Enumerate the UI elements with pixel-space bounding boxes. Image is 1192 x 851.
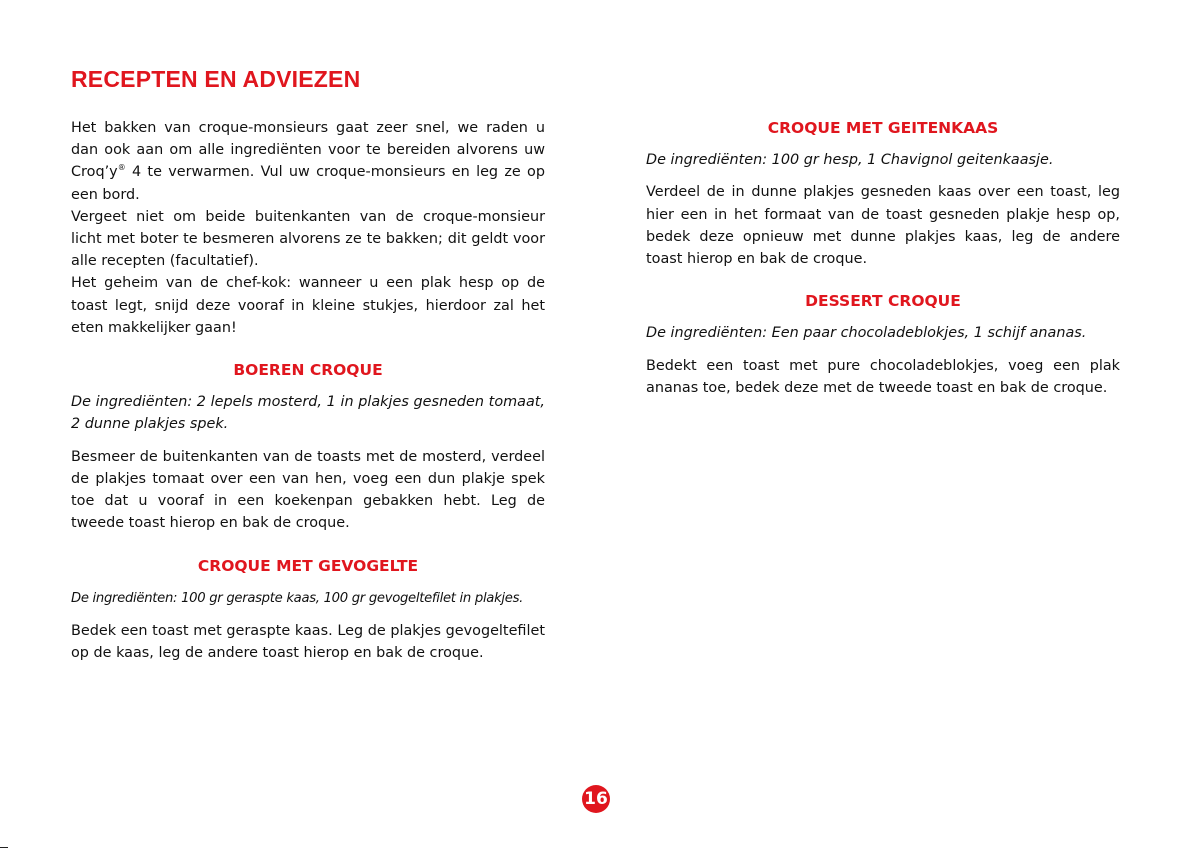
recipe-title-boeren-croque: BOEREN CROQUE	[233, 361, 383, 380]
intro-p1-text-a: Het bakken van croque-monsieurs gaat zeer snel, we raden u dan ook aan om alle ingrediënten voor te bereiden alvorens uw Croq’y	[71, 120, 545, 181]
recipe-instructions-croque-met-geitenkaas: Verdeel de in dunne plakjes gesneden kaas over een toast, leg hier een in het formaat van de toast gesneden plakje hesp op, bedek deze opnieuw met dunne plakjes kaas, leg de andere toast hierop en bak de croque.	[646, 184, 1120, 268]
recipe-ingredients-croque-met-gevogelte: De ingrediënten: 100 gr geraspte kaas, 100 gr gevogeltefilet in plakjes.	[71, 590, 524, 606]
recipe-instructions-croque-met-gevogelte: Bedek een toast met geraspte kaas. Leg de plakjes gevogeltefilet op de kaas, leg de andere toast hierop en bak de croque.	[71, 622, 545, 662]
recipe-title-croque-met-gevogelte: CROQUE MET GEVOGELTE	[197, 557, 419, 576]
registered-mark: ®	[117, 163, 126, 173]
crop-mark	[0, 847, 8, 848]
page-number-badge: 16	[582, 785, 610, 813]
intro-p1-text-b: 4 te verwarmen. Vul uw croque-monsieurs en leg ze op een bord.	[71, 164, 545, 203]
recipe-ingredients-croque-met-geitenkaas: De ingrediënten: 100 gr hesp, 1 Chavignol geitenkaasje.	[646, 152, 1054, 169]
recipe-instructions-boeren-croque: Besmeer de buitenkanten van de toasts met de mosterd, verdeel de plakjes tomaat over een van hen, voeg een dun plakje spek toe dat u vooraf in een koekenpan gebakken hebt. Leg de tweede toast hierop en bak de croque.	[71, 448, 545, 532]
recipe-ingredients-boeren-croque: De ingrediënten: 2 lepels mosterd, 1 in plakjes gesneden tomaat, 2 dunne plakjes spek.	[71, 394, 545, 433]
recipe-ingredients-dessert-croque: De ingrediënten: Een paar chocoladeblokjes, 1 schijf ananas.	[646, 325, 1087, 342]
right-column	[646, 117, 1120, 399]
recipe-title-dessert-croque: DESSERT CROQUE	[805, 292, 961, 311]
intro-paragraph-1	[71, 117, 545, 206]
intro-paragraph-3: Het geheim van de chef-kok: wanneer u een plak hesp op de toast legt, snijd deze vooraf in kleine stukjes, hierdoor zal het eten makkelijker gaan!	[71, 275, 545, 336]
intro-paragraph-2: Vergeet niet om beide buitenkanten van de croque-monsieur licht met boter te besmeren alvorens ze te bakken; dit geldt voor alle recepten (facultatief).	[71, 208, 545, 270]
page-title: RECEPTEN EN ADVIEZEN	[71, 66, 361, 92]
recipe-instructions-dessert-croque: Bedekt een toast met pure chocoladeblokjes, voeg een plak ananas toe, bedek deze met de tweede toast en bak de croque.	[646, 357, 1120, 396]
recipe-title-croque-met-geitenkaas: CROQUE MET GEITENKAAS	[767, 119, 999, 137]
left-column	[71, 117, 545, 664]
